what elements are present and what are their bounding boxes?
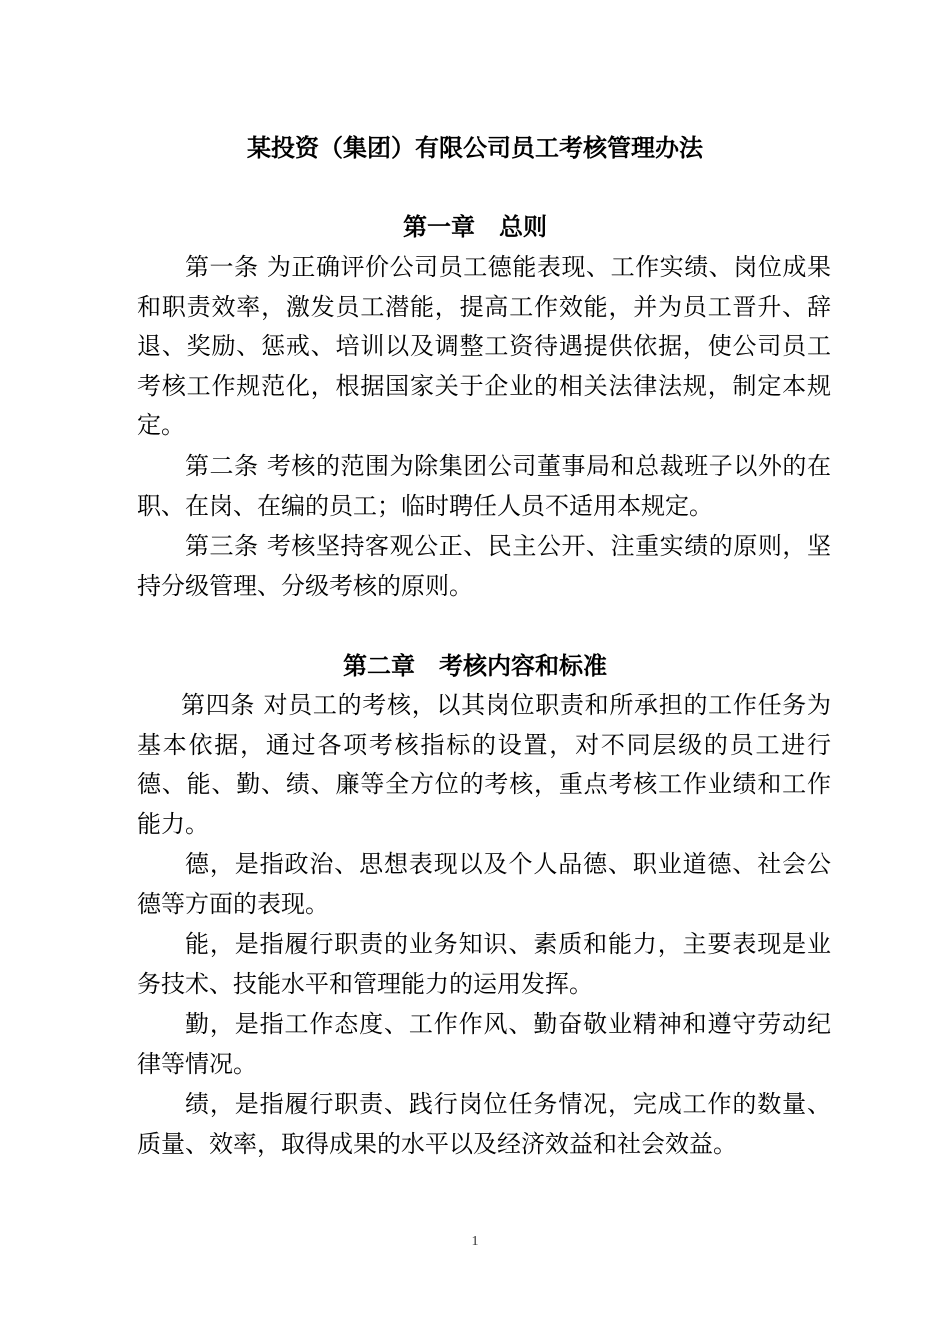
page-number: 1 [471,1234,479,1249]
article-3-paragraph: 第三条 考核坚持客观公正、民主公开、注重实绩的原则，坚持分级管理、分级考核的原则。 [137,532,831,600]
diligence-paragraph: 勤，是指工作态度、工作作风、勤奋敬业精神和遵守劳动纪律等情况。 [137,1010,831,1078]
document-title: 某投资（集团）有限公司员工考核管理办法 [247,134,703,162]
chapter-heading-2: 第二章 考核内容和标准 [343,652,607,680]
virtue-paragraph: 德，是指政治、思想表现以及个人品德、职业道德、社会公德等方面的表现。 [137,850,831,918]
article-2-paragraph: 第二条 考核的范围为除集团公司董事局和总裁班子以外的在职、在岗、在编的员工；临时聘任人员不适用本规定。 [137,452,831,520]
ability-paragraph: 能，是指履行职责的业务知识、素质和能力，主要表现是业务技术、技能水平和管理能力的运用发挥。 [137,930,831,998]
article-1-paragraph: 第一条 为正确评价公司员工德能表现、工作实绩、岗位成果和职责效率，激发员工潜能，提高工作效能，并为员工晋升、辞退、奖励、惩戒、培训以及调整工资待遇提供依据，使公司员工考核工作规范化，根据国家关于企业的相关法律法规，制定本规定。 [137,253,831,439]
article-4-paragraph: 第四条 对员工的考核，以其岗位职责和所承担的工作任务为基本依据，通过各项考核指标的设置，对不同层级的员工进行德、能、勤、绩、廉等全方位的考核，重点考核工作业绩和工作能力。 [137,691,831,838]
chapter-heading-1: 第一章 总则 [403,213,547,241]
performance-paragraph: 绩，是指履行职责、践行岗位任务情况，完成工作的数量、质量、效率，取得成果的水平以及经济效益和社会效益。 [137,1090,831,1158]
